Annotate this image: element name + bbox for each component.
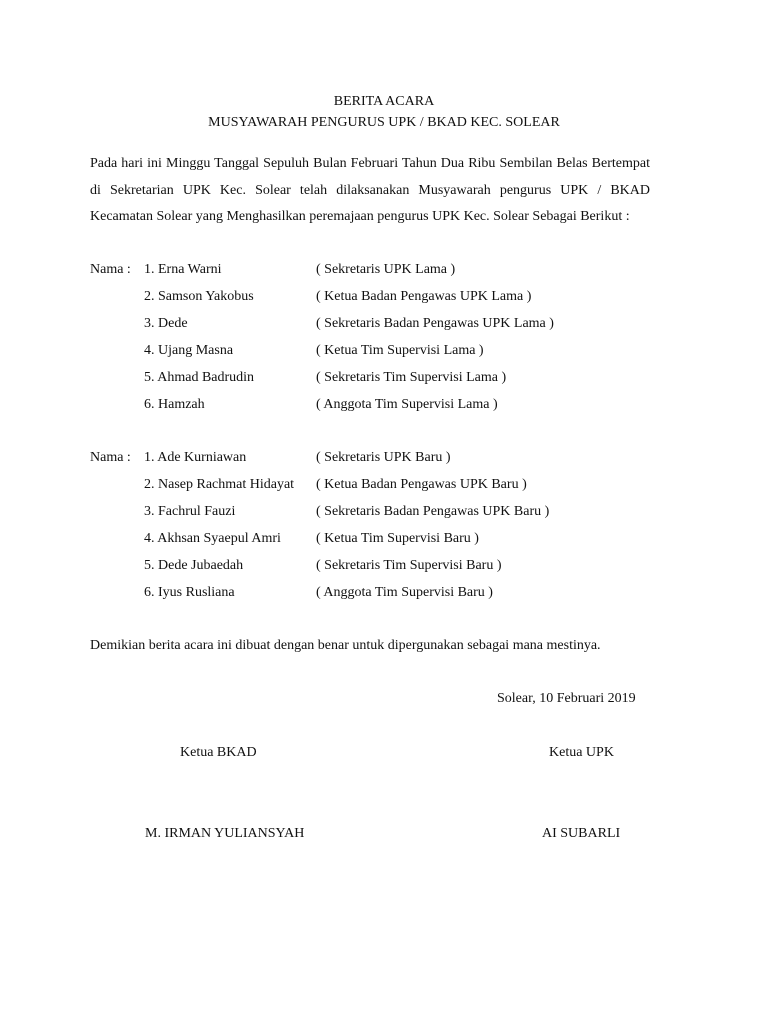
member-role: ( Ketua Tim Supervisi Baru ) bbox=[316, 531, 479, 546]
member-role: ( Sekretaris Badan Pengawas UPK Baru ) bbox=[316, 504, 550, 519]
member-name: 1. Erna Warni bbox=[144, 262, 222, 277]
member-role: ( Sekretaris UPK Lama ) bbox=[316, 262, 456, 277]
member-name: 3. Dede bbox=[144, 316, 188, 331]
member-name: 6. Hamzah bbox=[144, 397, 205, 412]
signature-title-right: Ketua UPK bbox=[549, 745, 614, 760]
names-label: Nama : bbox=[90, 450, 131, 465]
list-item bbox=[90, 259, 690, 286]
member-role: ( Sekretaris Tim Supervisi Lama ) bbox=[316, 370, 507, 385]
new-board-list bbox=[90, 447, 690, 609]
signature-title-left: Ketua BKAD bbox=[180, 745, 257, 760]
list-item bbox=[90, 555, 690, 582]
place-date: Solear, 10 Februari 2019 bbox=[497, 691, 636, 706]
intro-paragraph: Pada hari ini Minggu Tanggal Sepuluh Bulan Februari Tahun Dua Ribu Sembilan Belas Bertempat di Sekretarian UPK Kec. Solear telah dilaksanakan Musyawarah pengurus UPK / BKAD Kecamatan Solear yang Menghasilkan peremajaan pengurus UPK Kec. Solear Sebagai Berikut : bbox=[90, 156, 650, 225]
member-name: 5. Dede Jubaedah bbox=[144, 558, 244, 573]
signature-name-left: M. IRMAN YULIANSYAH bbox=[145, 826, 305, 841]
member-name: 2. Samson Yakobus bbox=[144, 289, 254, 304]
member-role: ( Ketua Badan Pengawas UPK Lama ) bbox=[316, 289, 532, 304]
list-item bbox=[90, 313, 690, 340]
list-item bbox=[90, 582, 690, 609]
list-item bbox=[90, 474, 690, 501]
old-board-list bbox=[90, 259, 690, 421]
closing-statement: Demikian berita acara ini dibuat dengan benar untuk dipergunakan sebagai mana mestinya. bbox=[90, 638, 601, 653]
member-role: ( Sekretaris UPK Baru ) bbox=[316, 450, 451, 465]
names-label: Nama : bbox=[90, 262, 131, 277]
member-role: ( Anggota Tim Supervisi Lama ) bbox=[316, 397, 498, 412]
member-role: ( Sekretaris Badan Pengawas UPK Lama ) bbox=[316, 316, 554, 331]
list-item bbox=[90, 367, 690, 394]
list-item bbox=[90, 447, 690, 474]
signature-name-right: AI SUBARLI bbox=[542, 826, 621, 841]
member-role: ( Sekretaris Tim Supervisi Baru ) bbox=[316, 558, 502, 573]
document-title: BERITA ACARA bbox=[333, 94, 435, 109]
member-name: 1. Ade Kurniawan bbox=[144, 450, 247, 465]
member-role: ( Ketua Tim Supervisi Lama ) bbox=[316, 343, 484, 358]
list-item bbox=[90, 528, 690, 555]
list-item bbox=[90, 501, 690, 528]
member-name: 4. Akhsan Syaepul Amri bbox=[144, 531, 281, 546]
member-name: 2. Nasep Rachmat Hidayat bbox=[144, 477, 295, 492]
member-name: 3. Fachrul Fauzi bbox=[144, 504, 236, 519]
list-item bbox=[90, 286, 690, 313]
document-subtitle: MUSYAWARAH PENGURUS UPK / BKAD KEC. SOLEAR bbox=[208, 115, 560, 130]
member-role: ( Ketua Badan Pengawas UPK Baru ) bbox=[316, 477, 527, 492]
member-name: 6. Iyus Rusliana bbox=[144, 585, 235, 600]
member-role: ( Anggota Tim Supervisi Baru ) bbox=[316, 585, 493, 600]
member-name: 4. Ujang Masna bbox=[144, 343, 234, 358]
member-name: 5. Ahmad Badrudin bbox=[144, 370, 255, 385]
list-item bbox=[90, 340, 690, 367]
list-item bbox=[90, 394, 690, 421]
